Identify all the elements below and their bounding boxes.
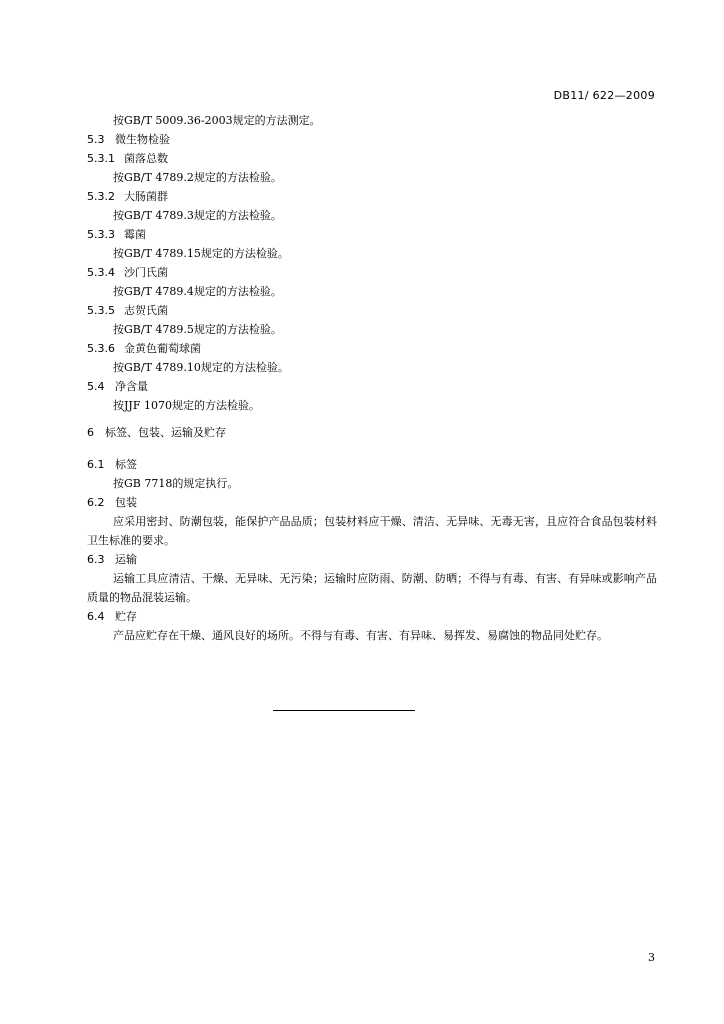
chapter-heading [87, 423, 657, 442]
section-number: 5.3.1 [87, 152, 115, 165]
section-title: 包装 [115, 496, 137, 509]
section-heading [87, 455, 657, 474]
section-title: 沙门氏菌 [124, 266, 168, 279]
chapter-title: 标签、包装、运输及贮存 [105, 426, 226, 439]
section-number: 5.3 [87, 133, 105, 146]
section-number: 6.4 [87, 610, 105, 623]
body-text: 按GB/T 4789.15规定的方法检验。 [113, 247, 289, 260]
subsection-heading [87, 149, 657, 168]
body-text: 按GB/T 4789.3规定的方法检验。 [113, 209, 282, 222]
body-text: 运输工具应清洁、干燥、无异味、无污染；运输时应防雨、防潮、防晒；不得与有毒、有害、有异味或影响产品质量的物品混装运输。 [87, 572, 657, 604]
body-text: 按JJF 1070规定的方法检验。 [113, 399, 260, 412]
section-heading [87, 550, 657, 569]
body-text: 按GB/T 4789.2规定的方法检验。 [113, 171, 282, 184]
subsection-heading [87, 339, 657, 358]
page-number: 3 [648, 951, 655, 964]
end-rule [273, 710, 415, 711]
section-title: 运输 [115, 553, 137, 566]
section-title: 标签 [115, 458, 137, 471]
section-title: 大肠菌群 [124, 190, 168, 203]
subsection-heading [87, 301, 657, 320]
section-heading [87, 130, 657, 149]
subsection-heading [87, 187, 657, 206]
section-title: 金黄色葡萄球菌 [124, 342, 201, 355]
section-title: 净含量 [115, 380, 148, 393]
section-number: 5.3.2 [87, 190, 115, 203]
body-text: 按GB 7718的规定执行。 [113, 477, 239, 490]
section-number: 5.4 [87, 380, 105, 393]
section-title: 霉菌 [124, 228, 146, 241]
section-title: 菌落总数 [124, 152, 168, 165]
section-title: 志贺氏菌 [124, 304, 168, 317]
chapter-number: 6 [87, 426, 94, 439]
section-number: 6.2 [87, 496, 105, 509]
section-title: 贮存 [115, 610, 137, 623]
section-number: 6.3 [87, 553, 105, 566]
section-title: 微生物检验 [115, 133, 170, 146]
body-text: 按GB/T 5009.36-2003规定的方法测定。 [113, 114, 321, 127]
section-number: 5.3.6 [87, 342, 115, 355]
section-number: 5.3.5 [87, 304, 115, 317]
section-number: 6.1 [87, 458, 105, 471]
document-number: DB11/ 622—2009 [553, 89, 655, 102]
subsection-heading [87, 263, 657, 282]
section-heading [87, 607, 657, 626]
body-text: 按GB/T 4789.4规定的方法检验。 [113, 285, 282, 298]
body-text: 按GB/T 4789.5规定的方法检验。 [113, 323, 282, 336]
section-heading [87, 493, 657, 512]
section-6-block [87, 455, 657, 645]
body-text: 按GB/T 4789.10规定的方法检验。 [113, 361, 289, 374]
subsection-heading [87, 225, 657, 244]
body-text: 应采用密封、防潮包装，能保护产品品质；包装材料应干燥、清洁、无异味、无毒无害，且应符合食品包装材料卫生标准的要求。 [87, 515, 657, 547]
page-body [87, 111, 657, 645]
body-text: 产品应贮存在干燥、通风良好的场所。不得与有毒、有害、有异味、易挥发、易腐蚀的物品同处贮存。 [113, 629, 608, 642]
section-5-block [87, 111, 657, 415]
section-number: 5.3.4 [87, 266, 115, 279]
section-heading [87, 377, 657, 396]
section-number: 5.3.3 [87, 228, 115, 241]
